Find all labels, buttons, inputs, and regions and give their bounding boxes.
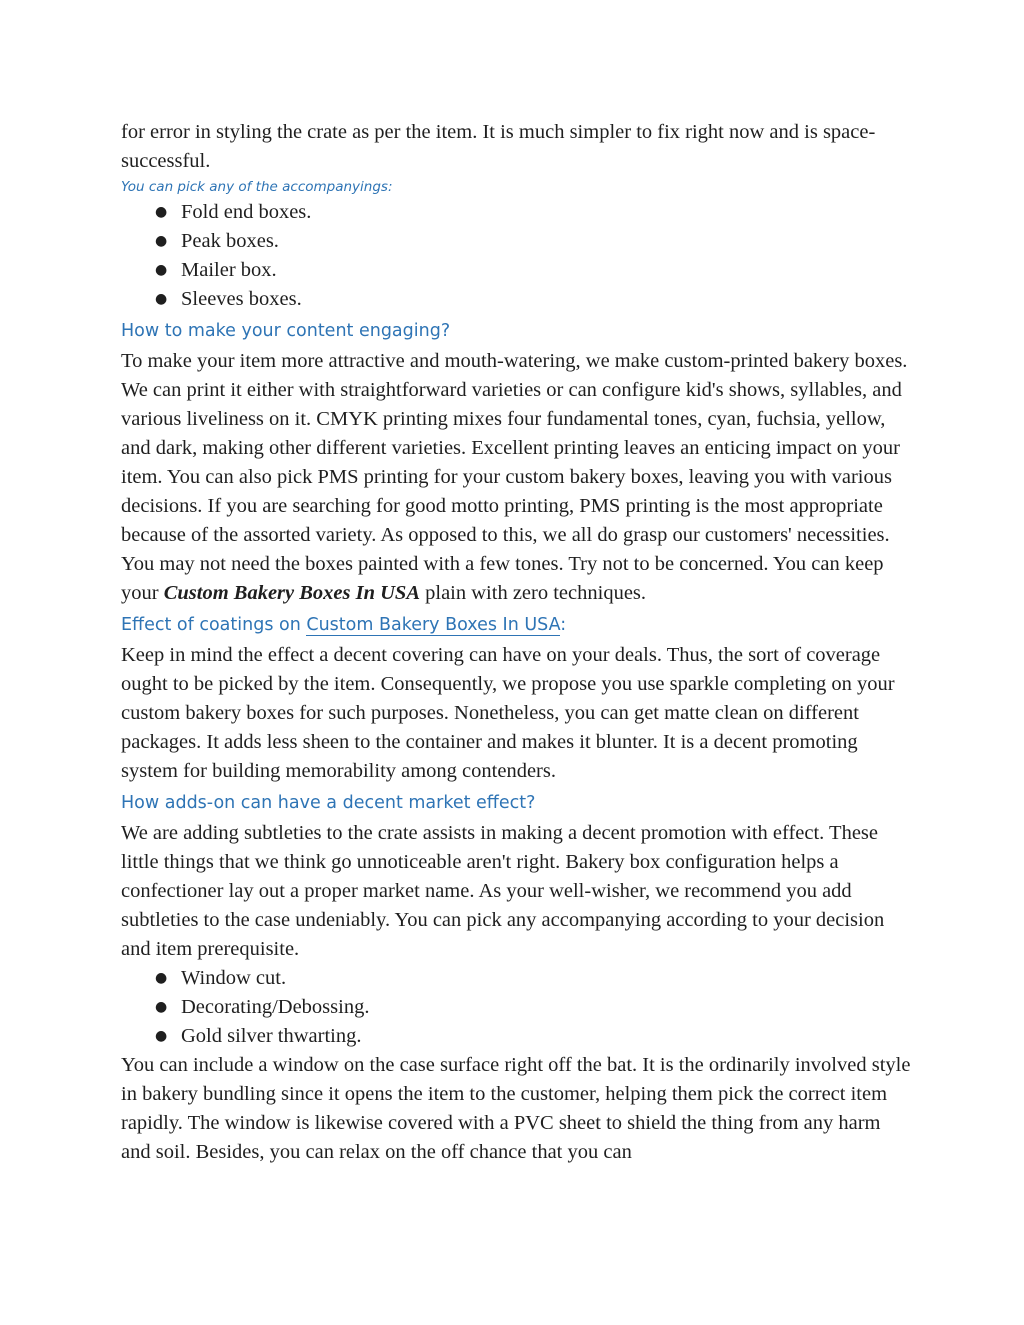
list-item-text: Gold silver thwarting. [181, 1025, 362, 1047]
list-item-text: Mailer box. [181, 259, 277, 281]
coatings-heading-suffix: : [560, 615, 567, 635]
document-page [121, 118, 911, 1167]
bullet-icon: ● [155, 291, 168, 307]
coatings-heading-prefix: Effect of coatings on [121, 615, 307, 635]
heading-engaging: How to make your content engaging? [121, 321, 451, 341]
list-item-text: Peak boxes. [181, 230, 279, 252]
coatings-heading-link-text: Custom Bakery Boxes In USA [306, 615, 561, 635]
addons-options-list [121, 964, 911, 1051]
bullet-icon: ● [155, 262, 168, 278]
bullet-icon: ● [155, 204, 168, 220]
coatings-paragraph: Keep in mind the effect a decent covering can have on your deals. Thus, the sort of coverage ought to be picked by the item. Consequently, we propose you use sparkle completing on your custom bakery boxes for such purposes. Nonetheless, you can get matte clean on different packages. It adds less sheen to the container and makes it blunter. It is a decent promoting system for building memorability among contenders. [121, 644, 895, 782]
heading-addons: How adds-on can have a decent market effect? [121, 793, 536, 813]
list-item [121, 198, 911, 227]
engaging-body-start: To make your item more attractive and mouth-watering, we make custom-printed bakery boxes. We can print it either with straightforward varieties or can configure kid's shows, syllables, and various liveliness on it. CMYK printing mixes four fundamental tones, cyan, fuchsia, yellow, and dark, making other different varieties. Excellent printing leaves an enticing impact on your item. You can also pick PMS printing for your custom bakery boxes, leaving you with various decisions. If you are searching for good motto printing, PMS printing is the most appropriate because of the assorted variety. As opposed to this, we all do grasp our customers' necessities. You may not need the boxes painted with a few tones. Try not to be concerned. You can keep your [121, 350, 908, 604]
list-item-text: Window cut. [181, 967, 287, 989]
bullet-icon: ● [155, 1028, 168, 1044]
bullet-icon: ● [155, 970, 168, 986]
addons-paragraph: We are adding subtleties to the crate assists in making a decent promotion with effect. These little things that we think go unnoticeable aren't right. Bakery box configuration helps a confectioner lay out a proper market name. As your well-wisher, we recommend you add subtleties to the case undeniably. You can pick any accompanying according to your decision and item prerequisite. [121, 822, 885, 960]
list-item [121, 1022, 911, 1051]
pick-heading: You can pick any of the accompanyings: [121, 179, 393, 195]
list-item [121, 993, 911, 1022]
engaging-paragraph [121, 347, 911, 608]
list-item [121, 964, 911, 993]
list-item-text: Fold end boxes. [181, 201, 312, 223]
box-types-list [121, 198, 911, 314]
list-item-text: Sleeves boxes. [181, 288, 302, 310]
bullet-icon: ● [155, 233, 168, 249]
heading-coatings [121, 608, 911, 641]
list-item-text: Decorating/Debossing. [181, 996, 370, 1018]
list-item [121, 227, 911, 256]
engaging-body-end: plain with zero techniques. [420, 582, 647, 604]
intro-paragraph: for error in styling the crate as per the item. It is much simpler to fix right now and is space-successful. [121, 121, 876, 172]
closing-paragraph: You can include a window on the case surface right off the bat. It is the ordinarily involved style in bakery bundling since it opens the item to the customer, helping them pick the correct item rapidly. The window is likewise covered with a PVC sheet to shield the thing from any harm and soil. Besides, you can relax on the off chance that you can [121, 1054, 911, 1163]
list-item [121, 285, 911, 314]
custom-bakery-boxes-link[interactable] [306, 615, 560, 636]
engaging-emphasis: Custom Bakery Boxes In USA [163, 582, 421, 604]
bullet-icon: ● [155, 999, 168, 1015]
list-item [121, 256, 911, 285]
